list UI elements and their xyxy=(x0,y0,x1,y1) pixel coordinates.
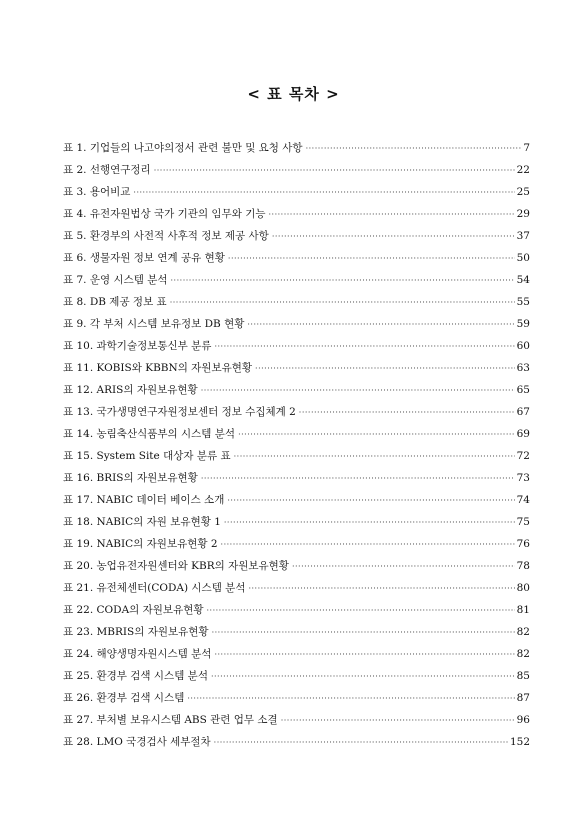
toc-entry-label: 표 18. NABIC의 자원 보유현황 1 xyxy=(63,516,221,528)
toc-entry-label: 표 27. 부처별 보유시스템 ABS 관련 업무 소결 xyxy=(63,714,278,726)
toc-entry-page-number: 55 xyxy=(516,296,530,308)
toc-entry-page-number: 81 xyxy=(516,604,530,616)
toc-entry-page-number: 54 xyxy=(516,274,530,286)
toc-entry-page-number: 96 xyxy=(516,714,530,726)
toc-entry[interactable] xyxy=(63,401,530,423)
toc-leader-dots xyxy=(212,622,515,644)
toc-entry-label: 표 6. 생물자원 정보 연계 공유 현황 xyxy=(63,252,225,264)
toc-entry-label: 표 11. KOBIS와 KBBN의 자원보유현황 xyxy=(63,362,253,374)
toc-leader-dots xyxy=(228,248,515,270)
toc-entry[interactable] xyxy=(63,511,530,533)
toc-leader-dots xyxy=(133,182,514,204)
toc-leader-dots xyxy=(170,292,515,314)
toc-entry-label: 표 15. System Site 대상자 분류 표 xyxy=(63,450,231,462)
toc-entry-label: 표 4. 유전자원법상 국가 기관의 임무와 기능 xyxy=(63,208,266,220)
toc-entry-page-number: 87 xyxy=(516,692,530,704)
toc-entry[interactable] xyxy=(63,709,530,731)
toc-leader-dots xyxy=(201,468,515,490)
toc-leader-dots xyxy=(214,644,514,666)
toc-entry-label: 표 3. 용어비교 xyxy=(63,186,131,198)
toc-entry[interactable] xyxy=(63,599,530,621)
toc-entry-page-number: 59 xyxy=(516,318,530,330)
toc-entry-label: 표 9. 각 부처 시스템 보유정보 DB 현황 xyxy=(63,318,245,330)
toc-entry-page-number: 85 xyxy=(516,670,530,682)
toc-entry-page-number: 82 xyxy=(516,648,530,660)
toc-entry-label: 표 14. 농림축산식품부의 시스템 분석 xyxy=(63,428,236,440)
toc-leader-dots xyxy=(224,512,515,534)
toc-entry[interactable] xyxy=(63,643,530,665)
toc-entry[interactable] xyxy=(63,159,530,181)
toc-entry-page-number: 75 xyxy=(516,516,530,528)
toc-entry-page-number: 74 xyxy=(516,494,530,506)
toc-entry-label: 표 21. 유전체센터(CODA) 시스템 분석 xyxy=(63,582,246,594)
toc-entry[interactable] xyxy=(63,247,530,269)
toc-entry-page-number: 22 xyxy=(516,164,530,176)
toc-entry-page-number: 69 xyxy=(516,428,530,440)
toc-leader-dots xyxy=(272,226,515,248)
toc-leader-dots xyxy=(227,490,514,512)
toc-entry-page-number: 78 xyxy=(516,560,530,572)
toc-entry[interactable] xyxy=(63,225,530,247)
toc-entry[interactable] xyxy=(63,445,530,467)
toc-entry-label: 표 22. CODA의 자원보유현황 xyxy=(63,604,204,616)
toc-entry-page-number: 67 xyxy=(516,406,530,418)
toc-entry[interactable] xyxy=(63,181,530,203)
toc-entry-page-number: 72 xyxy=(516,450,530,462)
toc-entry-label: 표 8. DB 제공 정보 표 xyxy=(63,296,167,308)
toc-entry-label: 표 19. NABIC의 자원보유현황 2 xyxy=(63,538,218,550)
toc-leader-dots xyxy=(247,314,514,336)
toc-entry[interactable] xyxy=(63,577,530,599)
toc-entry[interactable] xyxy=(63,313,530,335)
toc-entry-label: 표 23. MBRIS의 자원보유현황 xyxy=(63,626,209,638)
toc-entry-page-number: 37 xyxy=(516,230,530,242)
table-of-contents xyxy=(63,137,530,753)
toc-leader-dots xyxy=(214,336,514,358)
toc-entry-page-number: 65 xyxy=(516,384,530,396)
toc-leader-dots xyxy=(201,380,515,402)
toc-leader-dots xyxy=(154,160,515,182)
toc-entry-page-number: 82 xyxy=(516,626,530,638)
toc-entry[interactable] xyxy=(63,731,530,753)
toc-entry[interactable] xyxy=(63,335,530,357)
toc-entry[interactable] xyxy=(63,489,530,511)
toc-entry-page-number: 152 xyxy=(509,736,530,748)
toc-leader-dots xyxy=(207,600,515,622)
toc-entry-label: 표 5. 환경부의 사전적 사후적 정보 제공 사항 xyxy=(63,230,269,242)
toc-leader-dots xyxy=(187,688,514,710)
toc-leader-dots xyxy=(292,556,515,578)
toc-entry-page-number: 73 xyxy=(516,472,530,484)
toc-entry[interactable] xyxy=(63,291,530,313)
toc-leader-dots xyxy=(238,424,515,446)
toc-leader-dots xyxy=(171,270,515,292)
toc-entry[interactable] xyxy=(63,687,530,709)
toc-entry-page-number: 80 xyxy=(516,582,530,594)
toc-leader-dots xyxy=(214,732,508,754)
toc-entry-label: 표 24. 해양생명자원시스템 분석 xyxy=(63,648,212,660)
toc-entry-page-number: 25 xyxy=(516,186,530,198)
toc-entry[interactable] xyxy=(63,423,530,445)
toc-entry[interactable] xyxy=(63,665,530,687)
toc-entry-label: 표 13. 국가생명연구자원정보센터 정보 수집체계 2 xyxy=(63,406,296,418)
toc-entry-page-number: 60 xyxy=(516,340,530,352)
toc-leader-dots xyxy=(281,710,515,732)
page-title: < 표 목차 > xyxy=(247,85,340,103)
toc-entry-label: 표 12. ARIS의 자원보유현황 xyxy=(63,384,198,396)
toc-entry[interactable] xyxy=(63,137,530,159)
toc-leader-dots xyxy=(211,666,515,688)
toc-entry[interactable] xyxy=(63,203,530,225)
toc-entry[interactable] xyxy=(63,379,530,401)
toc-leader-dots xyxy=(306,138,522,160)
toc-entry-label: 표 16. BRIS의 자원보유현황 xyxy=(63,472,198,484)
toc-entry[interactable] xyxy=(63,533,530,555)
toc-entry-label: 표 28. LMO 국경검사 세부절차 xyxy=(63,736,211,748)
toc-entry-label: 표 7. 운영 시스템 분석 xyxy=(63,274,168,286)
toc-leader-dots xyxy=(248,578,514,600)
toc-entry-label: 표 10. 과학기술정보통신부 분류 xyxy=(63,340,212,352)
toc-entry-label: 표 26. 환경부 검색 시스템 xyxy=(63,692,185,704)
toc-leader-dots xyxy=(221,534,515,556)
toc-entry[interactable] xyxy=(63,269,530,291)
toc-entry[interactable] xyxy=(63,357,530,379)
toc-entry[interactable] xyxy=(63,621,530,643)
toc-entry-page-number: 50 xyxy=(516,252,530,264)
toc-entry-page-number: 7 xyxy=(523,142,530,154)
toc-entry-label: 표 1. 기업들의 나고야의정서 관련 불만 및 요청 사항 xyxy=(63,142,303,154)
toc-entry-page-number: 29 xyxy=(516,208,530,220)
toc-leader-dots xyxy=(268,204,514,226)
toc-entry[interactable] xyxy=(63,555,530,577)
toc-leader-dots xyxy=(299,402,515,424)
toc-entry-label: 표 20. 농업유전자원센터와 KBR의 자원보유현황 xyxy=(63,560,289,572)
toc-leader-dots xyxy=(234,446,515,468)
toc-entry-label: 표 2. 선행연구정리 xyxy=(63,164,151,176)
toc-leader-dots xyxy=(255,358,515,380)
toc-entry-label: 표 17. NABIC 데이터 베이스 소개 xyxy=(63,494,225,506)
toc-entry-page-number: 76 xyxy=(516,538,530,550)
toc-entry-page-number: 63 xyxy=(516,362,530,374)
toc-entry-label: 표 25. 환경부 검색 시스템 분석 xyxy=(63,670,208,682)
toc-entry[interactable] xyxy=(63,467,530,489)
